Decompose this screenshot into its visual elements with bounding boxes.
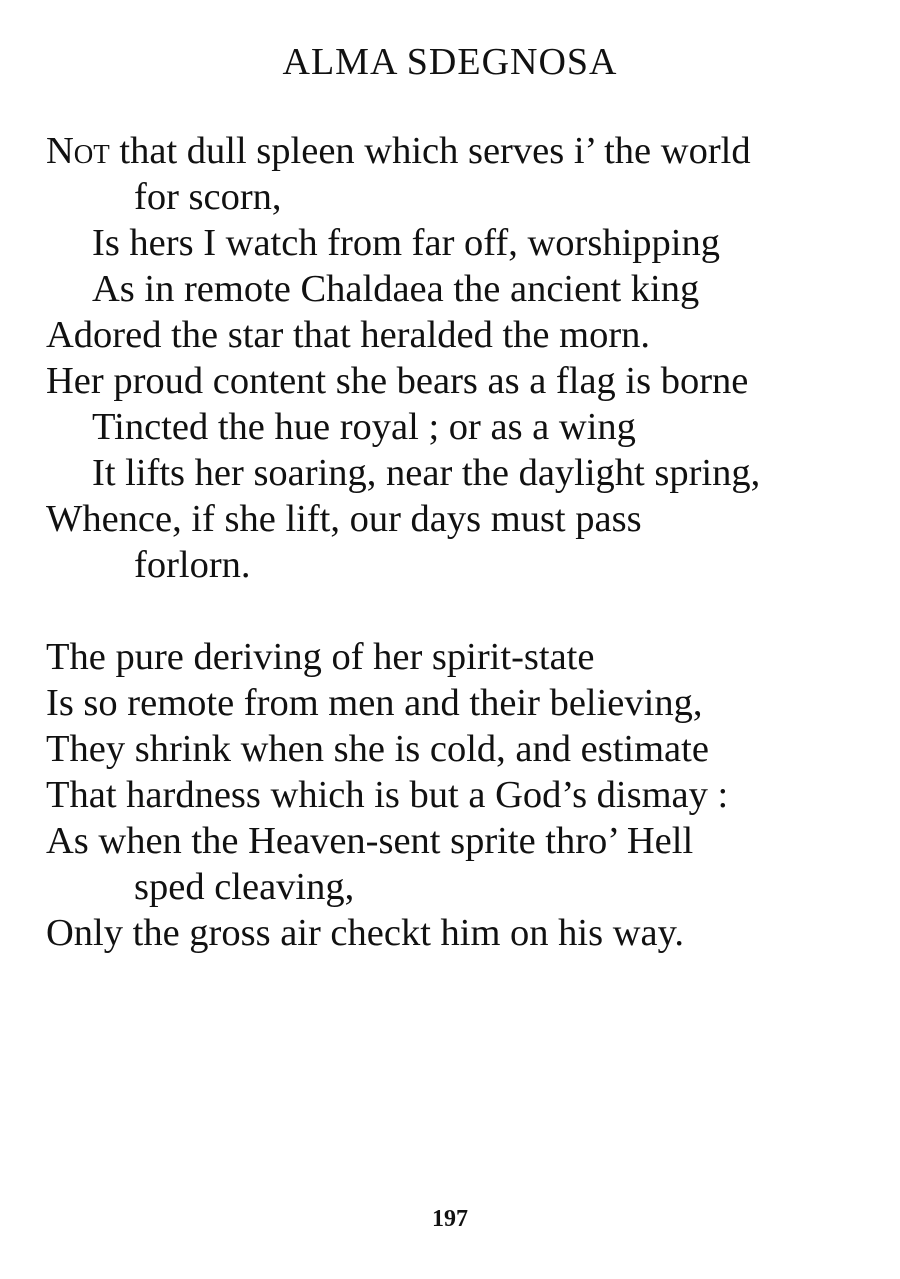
poem-line-1-runover: for scorn,: [134, 176, 282, 218]
poem-line-10: Is so remote from men and their believing,: [46, 682, 703, 724]
stanza-break: [46, 588, 856, 634]
poem-line-14: Only the gross air checkt him on his way.: [46, 912, 684, 954]
poem-line-13-runover: sped cleaving,: [134, 866, 355, 908]
poem-title: ALMA SDEGNOSA: [282, 41, 618, 83]
poem-line-2: Is hers I watch from far off, worshipping: [92, 222, 720, 264]
poem-line-9: The pure deriving of her spirit-state: [46, 636, 595, 678]
poem-line-7: It lifts her soaring, near the daylight spring,: [92, 452, 761, 494]
stanza-2: [46, 634, 856, 956]
poem-line-12: That hardness which is but a God’s dismay :: [46, 774, 729, 816]
poem-line-6: Tincted the hue royal ; or as a wing: [92, 406, 636, 448]
poem-line-1-text: that dull spleen which serves i’ the world: [109, 130, 751, 172]
poem-line-8-runover: forlorn.: [134, 544, 251, 586]
poem-line-5: Her proud content she bears as a flag is borne: [46, 360, 749, 402]
poem-line-11: They shrink when she is cold, and estimate: [46, 728, 709, 770]
first-word: Not: [46, 130, 110, 172]
poem-line-4: Adored the star that heralded the morn.: [46, 314, 651, 356]
poem-line-1: [46, 128, 856, 174]
stanza-1: [46, 128, 856, 588]
poem-line-3: As in remote Chaldaea the ancient king: [92, 268, 700, 310]
page-number: 197: [432, 1206, 468, 1232]
poem-body: [46, 128, 856, 956]
poem-line-8: Whence, if she lift, our days must pass: [46, 498, 642, 540]
poem-line-13: As when the Heaven-sent sprite thro’ Hell: [46, 820, 694, 862]
